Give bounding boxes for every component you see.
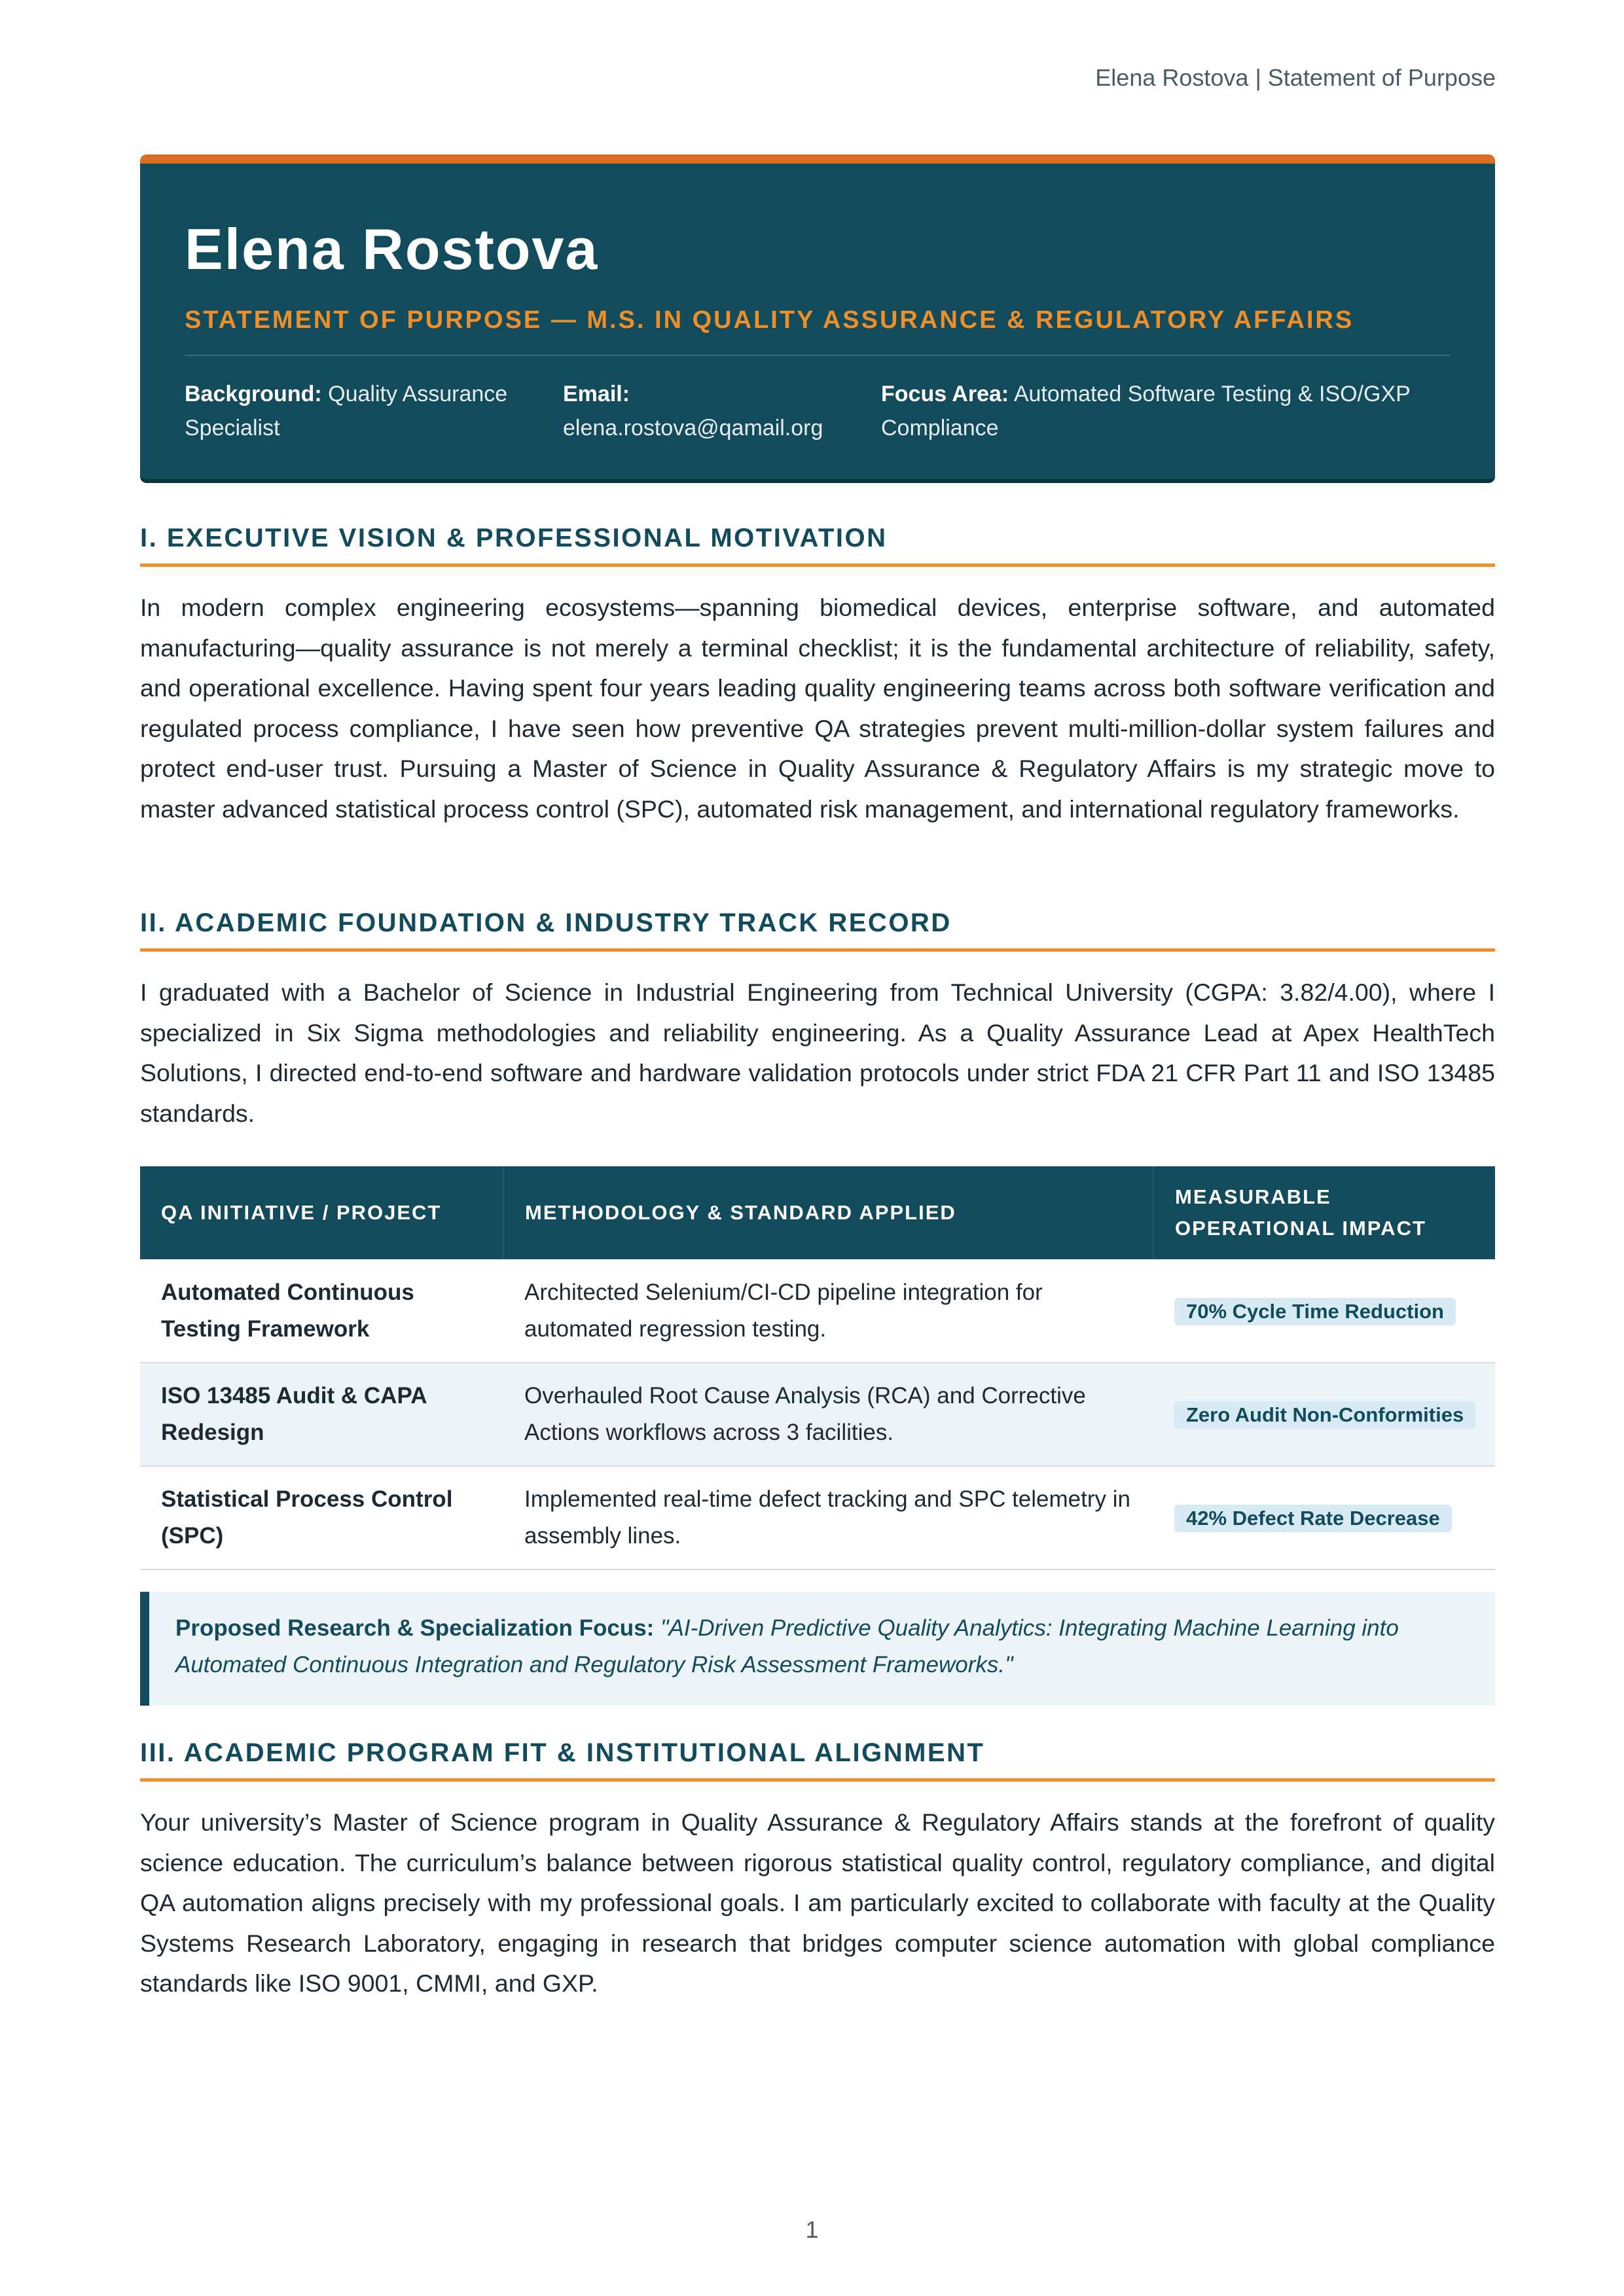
impact-badge: 70% Cycle Time Reduction <box>1174 1298 1456 1325</box>
section-body-program-fit: Your university’s Master of Science program in Quality Assurance & Regulatory Affairs stands at the forefront of quality science education. The curriculum’s balance between rigorous statistical quality control, regulatory compliance, and digital QA automation aligns precisely with my professional goals. I am particularly excited to collaborate with faculty at the Quality Systems Research Laboratory, engaging in research that bridges computer science automation with global compliance standards like ISO 9001, CMMI, and GXP. <box>140 1808 1495 1998</box>
callout-label: Proposed Research & Specialization Focus: <box>175 1615 655 1641</box>
impact-badge: Zero Audit Non-Conformities <box>1174 1401 1475 1429</box>
background-value: Quality Assurance Specialist <box>185 382 508 440</box>
qa-initiatives-table <box>140 1166 1495 1570</box>
column-header-impact: MEASURABLE OPERATIONAL IMPACT <box>1153 1166 1495 1259</box>
meta-email <box>563 377 851 445</box>
impact-cell <box>1153 1466 1495 1570</box>
impact-badge: 42% Defect Rate Decrease <box>1174 1505 1452 1532</box>
impact-cell <box>1153 1363 1495 1466</box>
focus-value: Automated Software Testing & ISO/GXP Compliance <box>881 382 1411 440</box>
page-number: 1 <box>805 2216 819 2243</box>
meta-background <box>185 377 538 445</box>
research-focus-callout <box>140 1592 1495 1706</box>
applicant-name: Elena Rostova <box>185 217 599 281</box>
column-header-methodology: METHODOLOGY & STANDARD APPLIED <box>503 1166 1153 1259</box>
table-row <box>140 1259 1495 1363</box>
methodology-cell: Architected Selenium/CI-CD pipeline integration for automated regression testing. <box>503 1259 1153 1363</box>
callout-text: "AI-Driven Predictive Quality Analytics: Integrating Machine Learning into Automated Continuous Integration and Regulatory Risk Assessment Frameworks." <box>175 1615 1399 1677</box>
email-value[interactable]: elena.rostova@qamail.org <box>563 416 823 440</box>
section-title-program-fit: III. ACADEMIC PROGRAM FIT & INSTITUTIONAL ALIGNMENT <box>140 1738 1495 1782</box>
table-header-row <box>140 1166 1495 1259</box>
background-label: Background: <box>185 382 322 406</box>
meta-focus-area <box>881 377 1457 445</box>
focus-label: Focus Area: <box>881 382 1009 406</box>
methodology-cell: Implemented real-time defect tracking and SPC telemetry in assembly lines. <box>503 1466 1153 1570</box>
email-label: Email: <box>563 382 630 406</box>
section-body-executive-vision: In modern complex engineering ecosystems—spanning biomedical devices, enterprise software, and automated manufacturing—quality assurance is not merely a terminal checklist; it is the fundamental architecture of reliability, safety, and operational excellence. Having spent four years leading quality engineering teams across both software verification and regulated process compliance, I have seen how preventive QA strategies prevent multi-million-dollar system failures and protect end-user trust. Pursuing a Master of Science in Quality Assurance & Regulatory Affairs is my strategic move to master advanced statistical process control (SPC), automated risk management, and international regulatory frameworks. <box>140 594 1495 823</box>
section-title-academic-foundation: II. ACADEMIC FOUNDATION & INDUSTRY TRACK RECORD <box>140 908 1495 952</box>
table-row <box>140 1466 1495 1570</box>
methodology-cell: Overhauled Root Cause Analysis (RCA) and Corrective Actions workflows across 3 facilities. <box>503 1363 1153 1466</box>
header-card <box>140 154 1495 483</box>
document-subtitle: STATEMENT OF PURPOSE — M.S. IN QUALITY ASSURANCE & REGULATORY AFFAIRS <box>185 306 1354 334</box>
table-row <box>140 1363 1495 1466</box>
section-title-executive-vision: I. EXECUTIVE VISION & PROFESSIONAL MOTIVATION <box>140 524 1495 567</box>
running-header: Elena Rostova | Statement of Purpose <box>1095 64 1496 91</box>
column-header-project: QA INITIATIVE / PROJECT <box>140 1166 503 1259</box>
project-cell: ISO 13485 Audit & CAPA Redesign <box>140 1363 503 1466</box>
impact-cell <box>1153 1259 1495 1363</box>
section-body-academic-foundation: I graduated with a Bachelor of Science in Industrial Engineering from Technical University (CGPA: 3.82/4.00), where I specialized in Six Sigma methodologies and reliability engineering. As a Quality Assurance Lead at Apex HealthTech Solutions, I directed end-to-end software and hardware validation protocols under strict FDA 21 CFR Part 11 and ISO 13485 standards. <box>140 978 1495 1127</box>
project-cell: Statistical Process Control (SPC) <box>140 1466 503 1570</box>
header-divider <box>185 355 1451 356</box>
project-cell: Automated Continuous Testing Framework <box>140 1259 503 1363</box>
